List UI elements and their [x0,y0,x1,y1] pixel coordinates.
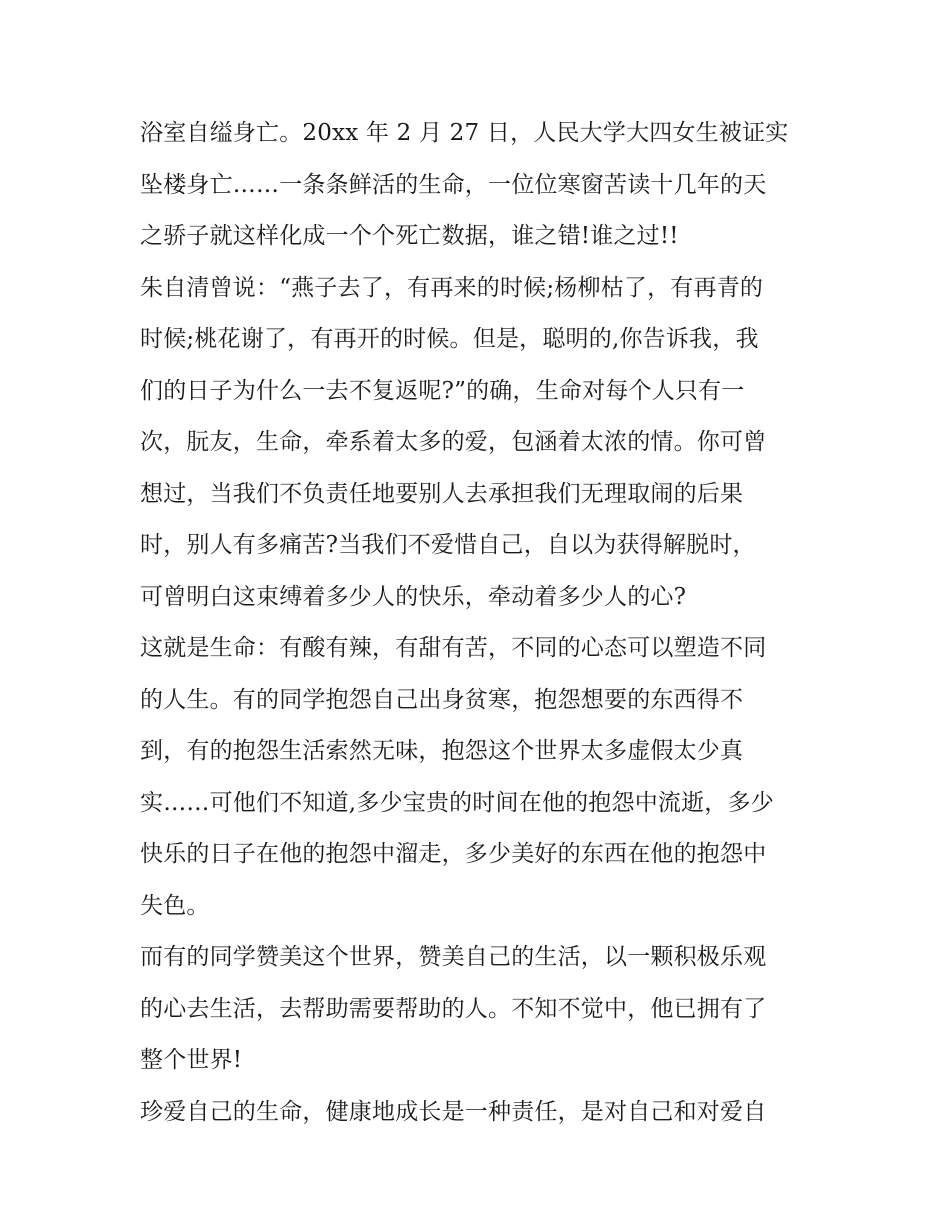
text-line: 整个世界! [140,1047,243,1073]
text-line: 坠楼身亡……一条条鲜活的生命，一位位寒窗苦读十几年的天 [140,171,767,198]
document-body [140,108,820,1138]
text-line: 之骄子就这样化成一个个死亡数据，谁之错!谁之过!! [140,223,679,249]
text-line: 可曾明白这束缚着多少人的快乐，牵动着多少人的心? [140,583,687,610]
text-line: 的人生。有的同学抱怨自己出身贫寒，抱怨想要的东西得不 [140,686,744,713]
text-line: 快乐的日子在他的抱怨中溜走，多少美好的东西在他的抱怨中 [140,841,767,867]
text-line: 失色。 [140,892,210,919]
text-line: 的心去生活，去帮助需要帮助的人。不知不觉中，他已拥有了 [140,995,767,1022]
text-line: 们的日子为什么一去不复返呢?”的确，生命对每个人只有一 [140,377,745,404]
text-line: 实……可他们不知道,多少宝贵的时间在他的抱怨中流逝，多少 [140,789,774,816]
text-line: 时候;桃花谢了，有再开的时候。但是，聪明的,你告诉我，我 [140,326,759,352]
text-line: 朱自清曾说：“燕子去了，有再来的时候;杨柳枯了，有再青的 [140,274,764,301]
text-line: 次，朊友，生命，牵系着太多的爱，包涵着太浓的情。你可曾 [140,429,767,455]
text-line: 到，有的抱怨生活索然无味，抱怨这个世界太多虚假太少真 [140,738,744,764]
text-line: 而有的同学赞美这个世界，赞美自己的生活，以一颗积极乐观 [140,944,767,970]
text-line: 浴室自缢身亡。20xx 年 2 月 27 日，人民大学大四女生被证实 [140,120,789,146]
text-line: 时，别人有多痛苦?当我们不爱惜自己，自以为获得解脱时， [140,532,756,558]
text-line: 珍爱自己的生命，健康地成长是一种责任，是对自己和对爱自 [140,1098,767,1125]
text-line: 这就是生命：有酸有辣，有甜有苦，不同的心态可以塑造不同 [140,635,767,661]
text-line: 想过，当我们不负责任地要别人去承担我们无理取闹的后果 [140,480,744,507]
